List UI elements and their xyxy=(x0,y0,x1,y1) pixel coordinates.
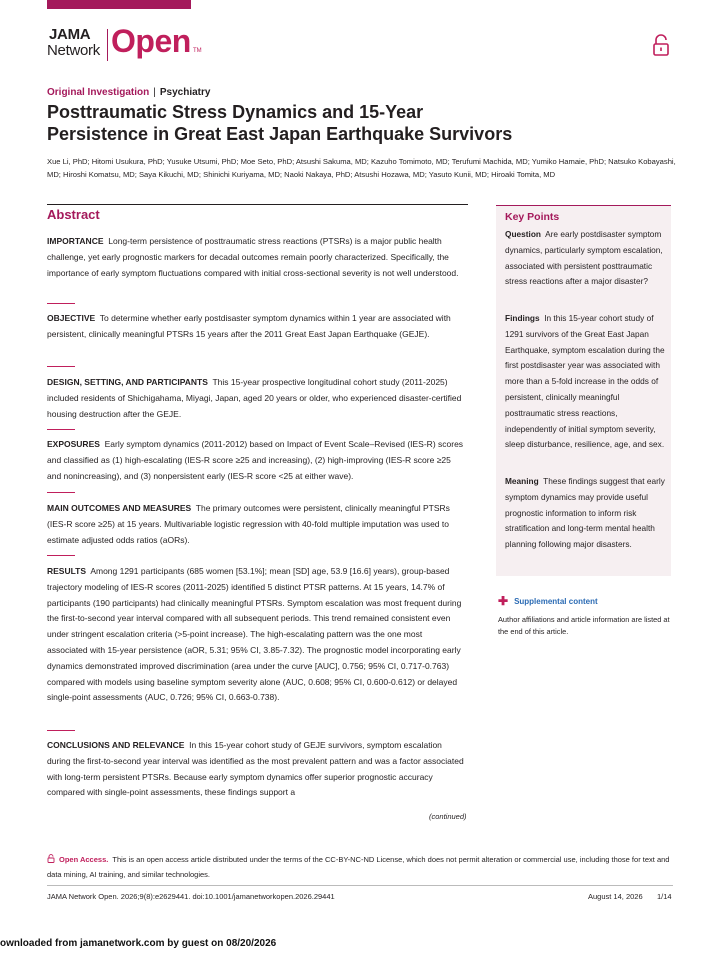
logo-trademark: TM xyxy=(193,48,202,54)
kp-text: Are early postdisaster symptom dynamics, particularly symptom escalation, associated with persistent posttraumatic stress reactions after a major disaster? xyxy=(505,229,663,287)
footer-rule xyxy=(47,885,673,886)
abstract-outcomes xyxy=(47,501,465,548)
open-lock-icon xyxy=(651,33,671,57)
abstract-design xyxy=(47,375,465,422)
article-kicker xyxy=(47,87,210,98)
abstract-objective xyxy=(47,311,465,343)
logo-open-text: Open xyxy=(111,23,191,59)
kp-text: These findings suggest that early symptom dynamics may provide useful prognostic information to inform risk stratification and long-term mental health planning following major disasters. xyxy=(505,476,665,550)
top-accent-bar xyxy=(47,0,191,9)
kp-label: Question xyxy=(505,229,541,239)
abstract-importance xyxy=(47,234,465,281)
abstract-heading: Abstract xyxy=(47,207,100,222)
section-text: Among 1291 participants (685 women [53.1%]; mean [SD] age, 53.9 [16.6] years), group-based trajectory modeling of IES-R scores (2011-2025) identified 5 distinct PTSR patterns. At 15 years, 14.7% of participants (190 participants) had clinically meaningful PTSRs. Symptom escalation was most frequent during the first-to-second year interval compared with all subsequent periods. This trend remained consistent even under stringent escalation criteria (>5-point increase). The high-escalating pattern was the one most associated with 15-year persistence (aOR, 5.31; 95% CI, 3.85-7.32). The prognostic model incorporating early dynamics demonstrated improved discrimination (area under the curve [AUC], 0.756; 95% CI, 0.717-0.763) compared with models using baseline symptom severity alone (AUC, 0.608; 95% CI, 0.600-0.612) or delayed single-point assessments (AUC, 0.726; 95% CI, 0.663-0.738). xyxy=(47,566,462,703)
kicker-separator: | xyxy=(153,87,156,98)
logo-network-text: Network xyxy=(47,42,100,59)
supplemental-label: Supplemental content xyxy=(514,597,598,606)
footer-page-number: 1/14 xyxy=(657,892,672,901)
footer-citation: JAMA Network Open. 2026;9(8):e2629441. doi:10.1001/jamanetworkopen.2026.29441 xyxy=(47,892,335,901)
section-label: OBJECTIVE xyxy=(47,313,96,323)
section-divider xyxy=(47,429,75,430)
continued-note: (continued) xyxy=(429,812,467,821)
supplemental-content-link[interactable] xyxy=(498,594,598,608)
section-divider xyxy=(47,730,75,731)
open-access-label[interactable]: Open Access. xyxy=(59,855,109,864)
section-label: DESIGN, SETTING, AND PARTICIPANTS xyxy=(47,377,208,387)
article-section[interactable]: Psychiatry xyxy=(159,87,211,98)
plus-icon: ✚ xyxy=(498,594,509,608)
open-access-text: This is an open access article distributed under the terms of the CC-BY-NC-ND License, which does not permit alteration or commercial use, including those for text and data mining, AI training, and similar technologies. xyxy=(47,855,670,879)
open-access-lock-icon xyxy=(47,854,55,863)
kp-text: In this 15-year cohort study of 1291 survivors of the Great East Japan Earthquake, symptom escalation during the first postdisaster year was associated with more than a 5-fold increase in the odds of persistent, clinically meaningful posttraumatic stress reactions, independently of initial symptom severity, sleep disturbance, resilience, age, and sex. xyxy=(505,313,665,450)
section-text: In this 15-year cohort study of GEJE survivors, symptom escalation during the first-to-second year interval was identified as the most prevalent pattern and was a factor associated with long-term persistent PTSRs. Because early symptom dynamics offer superior prognostic accuracy compared with single-point assessments, these findings support a xyxy=(47,740,464,798)
section-label: IMPORTANCE xyxy=(47,236,104,246)
section-label: RESULTS xyxy=(47,566,87,576)
key-points-question xyxy=(505,227,667,290)
article-title: Posttraumatic Stress Dynamics and 15-Year Persistence in Great East Japan Earthquake Survivors xyxy=(47,102,513,144)
key-points-heading: Key Points xyxy=(505,211,560,223)
section-divider xyxy=(47,492,75,493)
footer-date: August 14, 2026 xyxy=(588,892,643,901)
section-text: Long-term persistence of posttraumatic stress reactions (PTSRs) is a major public health challenge, yet early prognostic markers for decadal outcomes remain poorly characterized. Specifically, the importance of early symptom fluctuations compared with initial cross-sectional severity is not well understood. xyxy=(47,236,459,278)
section-label: EXPOSURES xyxy=(47,439,100,449)
kp-label: Meaning xyxy=(505,476,539,486)
section-divider xyxy=(47,366,75,367)
key-points-findings xyxy=(505,311,667,453)
article-type[interactable]: Original Investigation xyxy=(47,87,150,98)
abstract-top-rule xyxy=(47,204,468,205)
section-divider xyxy=(47,303,75,304)
section-text: The primary outcomes were persistent, clinically meaningful PTSRs (IES-R score ≥25) at 15 years. Multivariable logistic regression with 40-fold multiple imputation was used to estimate adjusted odds ratios (aORs). xyxy=(47,503,450,545)
abstract-exposures xyxy=(47,437,465,484)
affiliations-note: Author affiliations and article information are listed at the end of this article. xyxy=(498,615,670,636)
section-label: MAIN OUTCOMES AND MEASURES xyxy=(47,503,192,513)
abstract-results xyxy=(47,564,465,706)
section-divider xyxy=(47,555,75,556)
section-text: To determine whether early postdisaster symptom dynamics within 1 year are associated with persistent, clinically meaningful PTSRs 15 years after the 2011 Great East Japan Earthquake (GEJE). xyxy=(47,313,451,339)
author-list: Xue Li, PhD; Hitomi Usukura, PhD; Yusuke Utsumi, PhD; Moe Seto, PhD; Atsushi Sakuma, MD; Kazuho Tomimoto, MD; Terufumi Machida, MD; Yumiko Hamaie, PhD; Natsuko Kobayashi, MD; Hiroshi Komatsu, MD; Saya Kikuchi, MD; Shinichi Kuriyama, MD; Naoki Nakaya, PhD; Atsushi Hozawa, MD; Yasuto Kunii, MD; Hiroaki Tomita, MD xyxy=(47,157,676,179)
section-text: Early symptom dynamics (2011-2012) based on Impact of Event Scale–Revised (IES-R) scores and classified as (1) high-escalating (IES-R score ≥25 and increasing), (2) high-improving (IES-R score ≥25 and nonincreasing), and (3) nonpersistent early (IES-R score <25 at either wave). xyxy=(47,439,464,481)
open-access-notice xyxy=(47,852,677,882)
logo-divider xyxy=(107,29,108,61)
abstract-conclusions xyxy=(47,738,465,801)
download-notice: ownloaded from jamanetwork.com by guest on 08/20/2026 xyxy=(0,938,277,949)
logo-jama-text: JAMA xyxy=(49,26,91,43)
key-points-meaning xyxy=(505,474,667,553)
kp-label: Findings xyxy=(505,313,540,323)
section-text: This 15-year prospective longitudinal cohort study (2011-2025) included residents of Shichigahama, Miyagi, Japan, aged 20 years or older, who experienced disaster-certified housing destruction after the GEJE. xyxy=(47,377,462,419)
section-label: CONCLUSIONS AND RELEVANCE xyxy=(47,740,185,750)
